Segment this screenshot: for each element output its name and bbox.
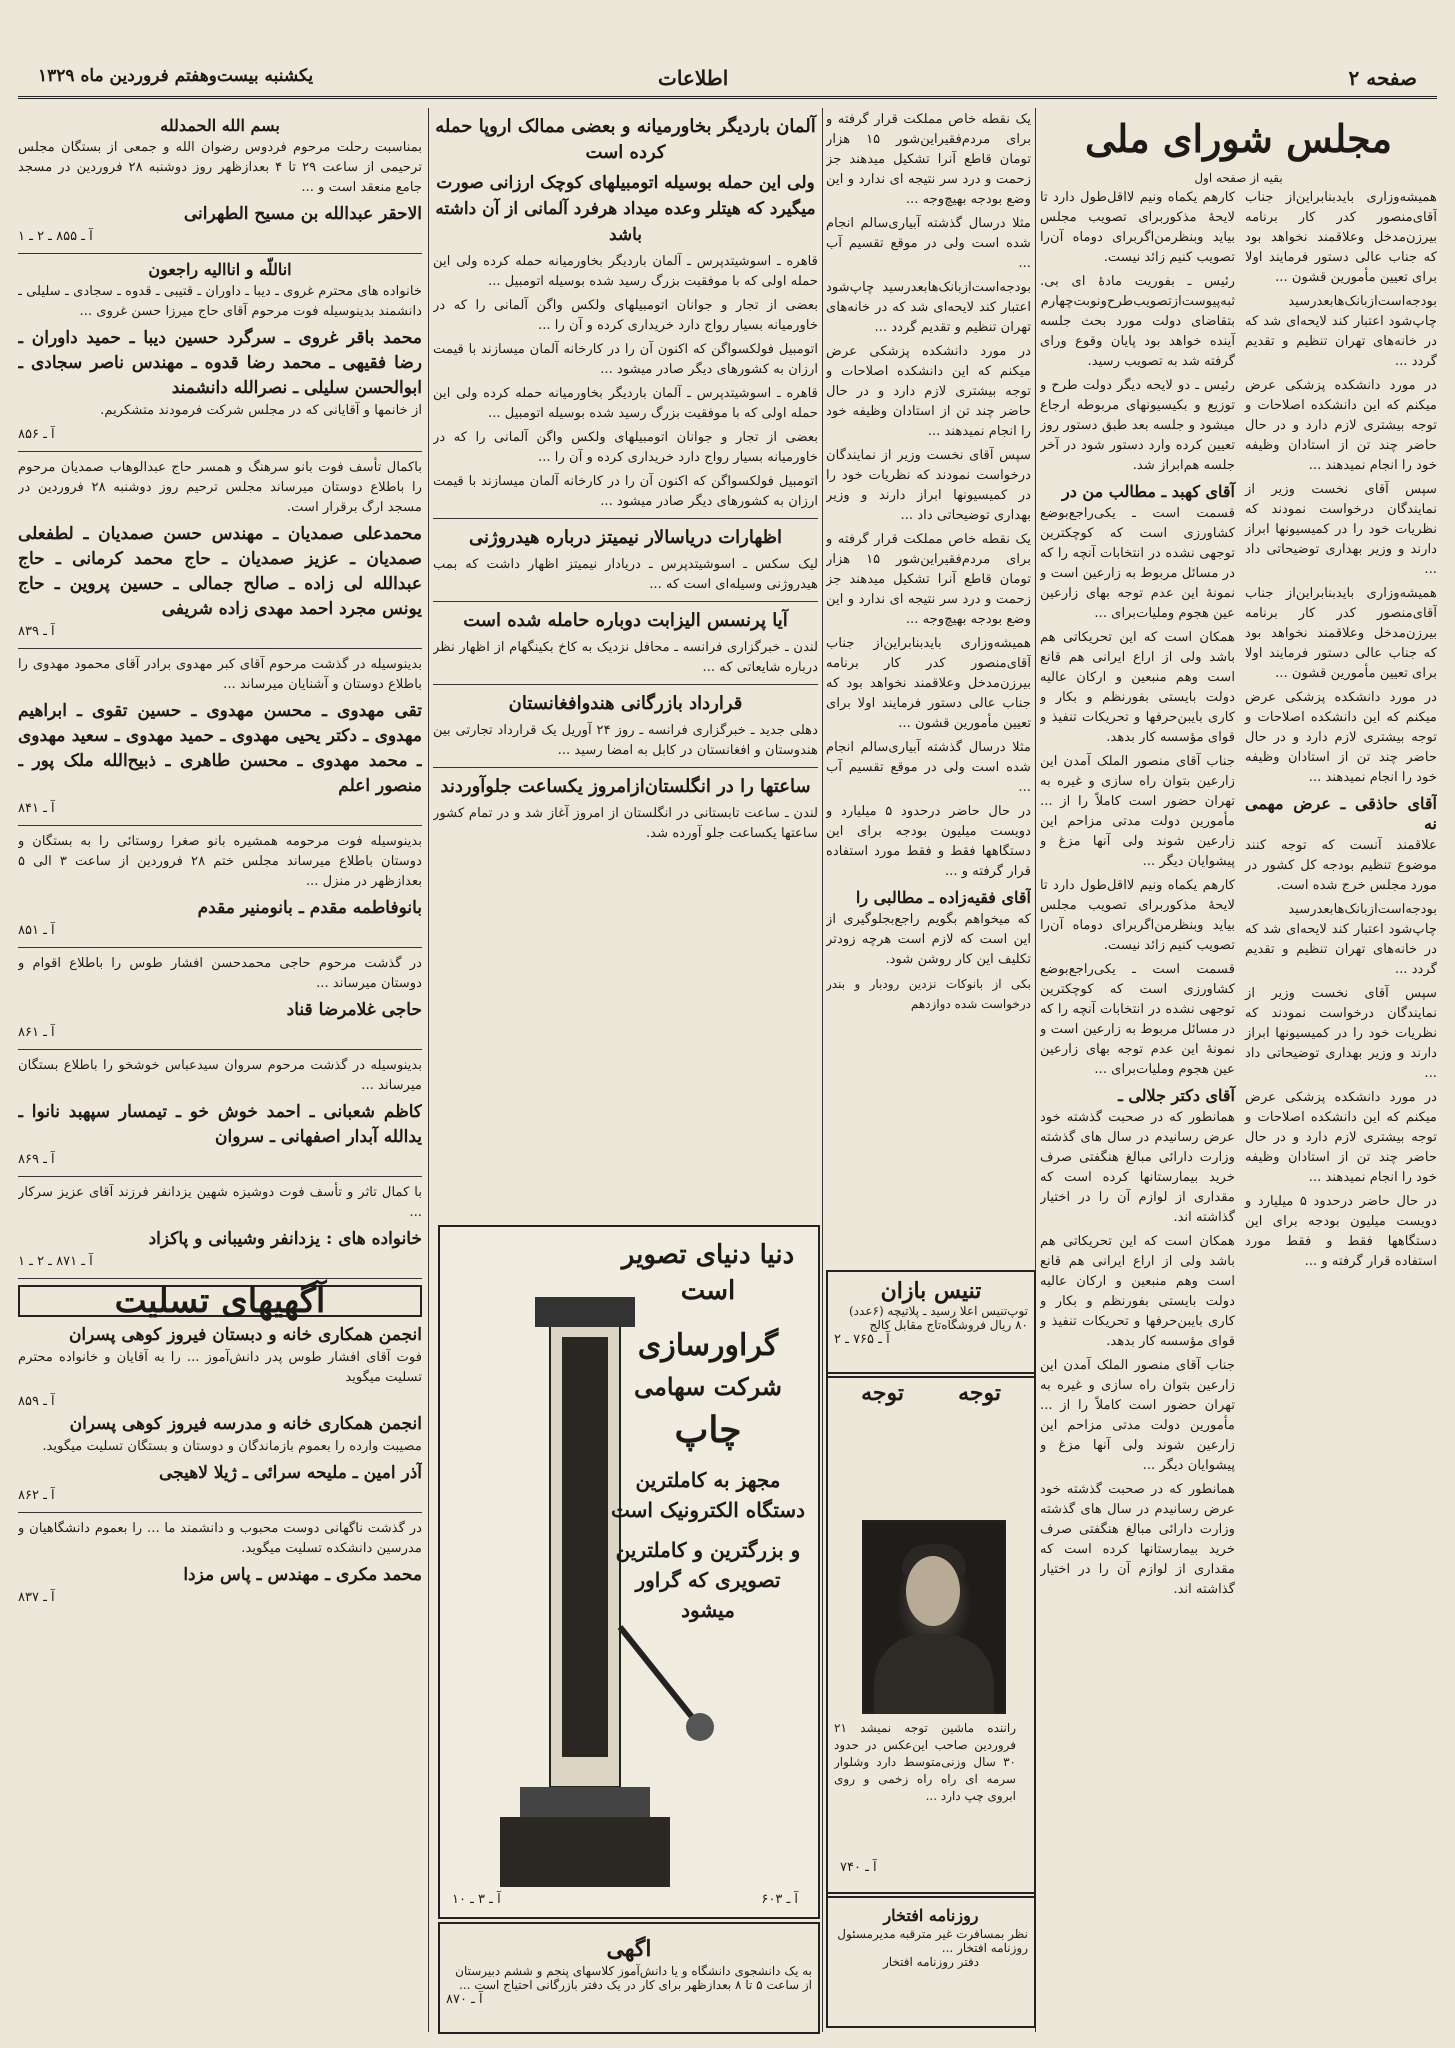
article-paragraph: لندن ـ خبرگزاری فرانسه ـ محافل نزدیک به کاخ بکینگهام از اظهار نظر درباره شایعاتی که ... (433, 640, 818, 675)
headline-clocks: ساعتها را در انگلستان‌از‌امروز یکساعت جلو‌آوردند (440, 776, 811, 797)
obituary-text: بمناسبت رحلت مرحوم فردوس رضوان الله و جمعی از بستگان مجلس ترحیمی از ساعت ۲۹ تا ۴ بعدازظهر روز دوشنبه ۲۸ فروردین در مسجد جامع منعقد است و ... (18, 140, 422, 195)
obituary-text: مصیبت وارده را بعموم بازماندگان و دوستان و بستگان تسلیت میگوید. (42, 1439, 422, 1454)
article-paragraph: لیک سکس ـ اسوشیتدپرس ـ دریادار نیمیتز اظهار داشت که بمب هیدروژنی وسیله‌ای است که ... (433, 557, 818, 592)
article-paragraph: در مورد دانشکده پزشکی عرض میکنم که این دانشکده اصلاحات و توجه بیشتری لازم دارد و در حال حاضر چند تن از استادان وظیفه خود را انجام نمیدهند ... (1245, 1090, 1437, 1185)
obituary-names: کاظم شعبانی ـ احمد خوش خو ـ تیمسار سپهبد نانوا ـ یدالله آبدار اصفهانی ـ سروان (18, 1102, 422, 1147)
ad-code: آ ـ ۸۵۵ ـ ۲ ـ ۱ (18, 229, 93, 244)
obituary-names: بانوفاطمه مقدم ـ بانومنیر مقدم (197, 898, 422, 918)
page-header (18, 60, 1437, 99)
ad-code: آ ـ ۸۳۹ (18, 624, 55, 639)
obituary-text: از خانمها و آقایانی که در مجلس شرکت فرمودند متشکریم. (100, 403, 422, 418)
ad-title: تنیس بازان (880, 1278, 982, 1304)
speaker-heading: آقای دکتر جلالی ـ (1118, 1086, 1235, 1105)
ad-line: مجهز به کاملترین دستگاه الکترونیک است (610, 1468, 806, 1522)
article-paragraph: بعضی از تجار و جوانان اتومبیلهای ولکس واگن آلمانی را که در خاورمیانه بسیار رواج دارد خریداری کرده و آن را ... (433, 298, 818, 333)
article-paragraph: بودجه‌است‌ازبانک‌ها‌بعدرسید چاپ‌شود اعتبار‌ کند لایحه‌ای‌ شد که در‌ خانه‌های‌ تهران‌ تنظیم‌ و ‌تقدیم‌ گردد ... (826, 280, 1031, 335)
issue-date: یکشنبه بیست‌وهفتم فروردین ماه ۱۳۲۹ (38, 66, 314, 86)
article-paragraph: در مورد دانشکده پزشکی عرض میکنم که این دانشکده اصلاحات و توجه بیشتری لازم دارد و در حال حاضر چند تن از استادان وظیفه خود را انجام نمیدهند ... (826, 344, 1031, 439)
ad-code: آ ـ ۸۳۷ (18, 1590, 55, 1605)
ad-code: آ ـ ۳ ـ ۱۰ (452, 1892, 501, 1907)
article-paragraph: مثلا درسال گذشته آبیاری‌سالم انجام شده است ولی در موقع تقسیم آب ... (826, 740, 1031, 795)
speaker-heading: آقای فقیه‌زاده ـ مطالبی را (855, 888, 1031, 907)
ad-signature: دفتر روزنامه افتخار (882, 1955, 980, 1969)
caption-text: راننده ماشین توجه نمیشد ۲۱ فروردین صاحب این‌عکس ‌در حدود ۳۰ سال وزنی‌متوسط دارد وشلوار سرمه ای راه راه زخمی و روی ابروی چپ دارد ... (834, 1721, 1016, 1803)
ad-code: آ ـ ۶۰۳ (761, 1892, 798, 1907)
obituary-text: بدینوسیله فوت مرحومه همشیره بانو صغرا روستائی را به بستگان و دوستان باطلاع میرساند مجلس ختم ۲۸ فروردین از ساعت ۳ الی ۵ بعدازظهر در منزل ... (18, 834, 422, 889)
article-paragraph: کارهم یکماه ونیم لااقل‌طول دارد تا لایحهٔ مذکوربرای تصویب مجلس بیاید وبنظرمن‌اگربرای دوماه آن‌را تصویب کنیم زائد نیست. (1040, 190, 1235, 265)
article-paragraph: که میخواهم بگویم راجع‌بجلوگیری از این است که لازم است هرچه زودتر تکلیف این کار روشن شود. (826, 912, 1031, 967)
ad-body: به یک دانشجوی دانشگاه و یا دانش‌آموز کلاسهای پنجم و ششم دبیرستان از ساعت ۵ تا ۸ بعدازظهر برای کار در یک دفتر بازرگانی احتیاج است ... (455, 1964, 812, 1992)
column-rule (822, 108, 823, 2032)
obituary-names: خانواده های : یزدانفر وشیبانی و پاکزاد (148, 1229, 422, 1249)
article-paragraph: در مورد دانشکده پزشکی عرض میکنم که این دانشکده اصلاحات و توجه بیشتری لازم دارد و در حال حاضر چند تن از استادان وظیفه خود را انجام نمیدهند ... (1245, 378, 1437, 473)
article-paragraph: قسمت است ـ یکی‌راجع‌بوضع کشاورزی است که کوچکترین توجهی نشده در انتخابات آنچه را که در مسائل مربوط به زارعین است و نمونهٔ این عدم توجه بهای زارعین عین هجوم وملیات‌برای ... (1040, 506, 1235, 621)
obituary-heading: اناللّه و انااليه راجعون (148, 260, 292, 279)
condolence-title: آگهیهای تسلیت (114, 1281, 326, 1321)
article-paragraph: مثلا درسال گذشته آبیاری‌سالم انجام شده است ولی در موقع تقسیم آب ... (826, 216, 1031, 271)
portrait-photo (862, 1520, 1006, 1714)
obituary-text: بدینوسیله در گذشت مرحوم آقای کبر مهدوی برادر آقای محمود مهدوی را باطلاع دوستان و آشنایان میرساند ... (18, 657, 422, 692)
column-rule (428, 108, 429, 2032)
ad-code: آ ـ ۸۵۱ (18, 923, 55, 938)
headline-parliament: مجلس شورای ملی (1084, 116, 1393, 161)
ad-line: دنیا دنیای تصویر است (621, 1240, 795, 1306)
article-paragraph: دهلی جدید ـ خبرگزاری فرانسه ـ روز ۲۴ آوریل یک قرارداد تجارتی بین هندوستان و افغانستان در کابل به امضا رسید ... (433, 723, 818, 758)
article-paragraph: جناب آقای منصور الملک آمدن این زارعین بتوان راه سازی و غیره به تهران حضور است کاملاً را از ... مأمورین دولت مدتی مزاحم این زارعین شوند ولی آنها مزغ و پیشوایان دیگر ... (1040, 754, 1235, 869)
article-paragraph: در حال حاضر درحدود ۵ میلیارد و دویست میلیون بودجه برای این دستگاهها فقط و فقط مورد استفاده قرار گرفته و ... (826, 804, 1031, 879)
ad-announcement (826, 1892, 1036, 2028)
article-paragraph: همکان است که این تحریکاتی هم باشد ولی از اراع ایرانی هم قانع است وهم منبعین و ارکان عالیه دولت بایستی بفور‌نظم و بکار و کاری بایبن‌حرفها و تحریکات تنفیذ و قوای مؤسسه کار بدهد. (1040, 1234, 1235, 1349)
article-paragraph: همانطور که در صحبت گذشته خود عرض رسانیدم در سال های گذشته وزارت دارائی مبالغ هنگفتی صرف خرید بیمارستانها کرده است که مقداری از لوازم آن را در اختیار گذاشته اند. (1040, 1110, 1235, 1225)
ad-line: شرکت سهامی (633, 1372, 783, 1401)
headline-nimitz: اظهارات دریاسالار نیمیتز درباره هیدروژنی (469, 527, 782, 548)
ad-code: آ ـ ۸۵۹ (18, 1394, 55, 1409)
obituary-text: فوت آقای افشار طوس پدر دانش‌آموز ... را به آقایان و خانواده محترم تسلیت میگوید (18, 1350, 422, 1385)
ad-body: نظر بمسافرت غیر مترقبه مدیرمسئول روزنامه افتخار ... (837, 1927, 1028, 1955)
obituary-names: حاجی غلامرضا قناد (286, 1000, 422, 1020)
article-paragraph: سپس آقای نخست وزیر از نمایندگان درخواست نمودند که نظریات خود را در کمیسیونها ابراز دارند و وزیر بهداری توضیحاتی داد ... (826, 448, 1031, 523)
ad-tennis (826, 1270, 1036, 1378)
ad-code: آ ـ ۸۷۱ ـ ۲ ـ ۱ (18, 1254, 93, 1269)
obituary-names: محمدعلی صمدیان ـ مهندس حسن صمدیان ـ لطفعلی صمدیان ـ عزیز صمدیان ـ حاج محمد کرمانی ـ حاج عبدالله لی زاده ـ صالح جمالی ـ حسین پروین ـ حاج یونس مجرد احمد مهدی زاده شریفی (18, 524, 422, 619)
article-paragraph: جناب آقای منصور الملک آمدن این زارعین بتوان راه سازی و غیره به تهران حضور است کاملاً را از ... مأمورین دولت مدتی مزاحم این زارعین شوند ولی آنها مزغ و پیشوایان دیگر ... (1040, 1358, 1235, 1473)
speaker-heading: آقای کهبد ـ مطالب من در (1061, 482, 1235, 501)
obituary-text: خانواده های محترم غروی ـ دیبا ـ داوران ـ قتیبی ـ قدوه ـ سجادی ـ سلیلی ـ دانشمند بدینوسیله فوت مرحوم آقای حاج میرزا حسن غروی ... (18, 284, 422, 319)
ad-code: آ ـ ۸۵۶ (18, 427, 55, 442)
ad-code: آ ـ ۸۷۰ (446, 1992, 483, 2007)
obituary-names: آذر امین ـ ملیحه سرائی ـ ژیلا لاهیجی (158, 1463, 422, 1483)
obituary-text: باکمال تأسف فوت بانو سرهنگ و همسر حاج عبدالوهاب صمدیان مرحوم را باطلاع دوستان میرساند مجلس ترحیم روز دوشنبه ۲۸ فروردین در مسجد ارگ برقرار است. (18, 460, 422, 515)
ad-title: اگهی (606, 1936, 652, 1962)
ad-line: چاپ (674, 1409, 742, 1451)
article-footer: بکی از بانوکات نزدین رودبار و بندر درخواست شده دوازدهم (826, 977, 1031, 1011)
article-paragraph: قاهره ـ اسوشیتدپرس ـ آلمان باردیگر بخاورمیانه حمله کرده ولی این حمله اولی که با موفقیت بزرگ رسید شده بوسیله اتومبیل ... (433, 386, 818, 421)
obituary-names: انجمن همکاری خانه و مدرسه فیروز کوهی پسران (69, 1414, 422, 1434)
column-foreign-news (433, 110, 818, 1210)
ad-code: آ ـ ۸۶۲ (18, 1488, 55, 1503)
ad-code: آ ـ ۸۶۹ (18, 1152, 55, 1167)
obituary-names: انجمن همکاری خانه و دبستان فیروز کوهی پسران (68, 1325, 422, 1345)
photo-caption (834, 1720, 1016, 1850)
article-paragraph: بعضی از تجار و جوانان اتومبیلهای ولکس واگن آلمانی را که در خاورمیانه بسیار رواج دارد خریداری کرده و آن را ... (433, 430, 818, 465)
obituary-names: محمد باقر غروی ـ سرگرد حسین دیبا ـ حمید داوران ـ رضا فقیهی ـ محمد رضا قدوه ـ مهندس ناصر سجادی ـ ابوالحسن سلیلی ـ نصرالله دانشمند (18, 328, 422, 398)
article-paragraph: کارهم یکماه ونیم لااقل‌طول دارد تا لایحهٔ مذکوربرای تصویب مجلس بیاید وبنظرمن‌اگربرای دوماه آن‌را تصویب کنیم زائد نیست. (1040, 878, 1235, 953)
ad-code: آ ـ ۸۶۱ (18, 1025, 55, 1040)
article-paragraph: همیشه‌وزاری بایدبنابراین‌از جناب آقای‌منصور کدر کار برنامه بیرزن‌مدخل وعلاقمند نخواهد بود که جناب عالی دستور فرمایند اولا برای تعیین مأمورین قشون ... (826, 636, 1031, 731)
headline-germany: آلمان باردیگر بخاورمیانه و بعضی ممالک اروپا حمله کرده است (435, 116, 816, 163)
ad-title: روزنامه افتخار (883, 1906, 979, 1925)
obituary-text: با کمال تاثر و تأسف فوت دوشیزه شهین یزدانفر فرزند آقای عزیز سرکار ... (18, 1185, 422, 1220)
ad-job (438, 1922, 820, 2034)
headline-india-afghanistan: قرارداد بازرگانی هندوافغانستان (508, 693, 743, 714)
article-paragraph: لندن ـ ساعت تابستانی در انگلستان از امروز آغاز شد و در تمام کشور ساعتها یکساعت جلو آورده شد. (433, 806, 818, 841)
headline-elizabeth: آیا پرنسس الیزابت دوباره حامله شده است (463, 610, 788, 631)
article-paragraph: سپس آقای نخست وزیر از نمایندگان درخواست نمودند که نظریات خود را در کمیسیونها ابراز دارند و وزیر بهداری توضیحاتی داد ... (1245, 482, 1437, 577)
article-paragraph: یک نقطه خاص مملکت قرار گرفته و برای مردم‌فقیراین‌شور ۱۵ هزار تومان قاطع آنرا تشکیل میدهند جز زحمت و درد سر نتیجه ای ندارد و این وضع بودجه بهیچ‌وجه ... (826, 112, 1031, 207)
column-obituaries (18, 110, 422, 2020)
obituary-text: در گذشت مرحوم حاجی محمدحسن افشار طوس را باطلاع اقوام و دوستان میرساند ... (18, 956, 422, 991)
continued-label: بقیه از صفحه اول (1194, 171, 1283, 185)
article-paragraph: بودجه‌است‌ازبانک‌ها‌بعدرسید چاپ‌شود اعتبار‌ کند لایحه‌ای‌ شد که در‌ خانه‌های‌ تهران‌ تنظیم‌ و ‌تقدیم‌ گردد ... (1245, 902, 1437, 977)
article-paragraph: در مورد دانشکده پزشکی عرض میکنم که این دانشکده اصلاحات و توجه بیشتری لازم دارد و در حال حاضر چند تن از استادان وظیفه خود را انجام نمیدهند ... (1245, 690, 1437, 785)
article-paragraph: همیشه‌وزاری بایدبنابراین‌از جناب آقای‌منصور کدر کار برنامه بیرزن‌مدخل وعلاقمند نخواهد بود که جناب عالی دستور فرمایند اولا برای تعیین مأمورین قشون ... (1245, 586, 1437, 681)
article-paragraph: بودجه‌است‌ازبانک‌ها‌بعدرسید چاپ‌شود اعتبار‌ کند لایحه‌ای‌ شد که در‌ خانه‌های‌ تهران‌ تنظیم‌ و ‌تقدیم‌ گردد ... (1245, 294, 1437, 369)
ad-code: آ ـ ۸۴۱ (18, 801, 55, 816)
article-paragraph: رئیس ـ بفوریت مادهٔ ای بی. ثبه‌پیوست‌ازتصویب‌طرح‌ونوبت‌چهارم بتقاضای دولت مورد بحث جلسه آینده خواهد بود پایان وقوع و‌رای گرفته شد به تصویب رسید. (1040, 274, 1235, 369)
notice-heading: توجه (861, 1380, 904, 1406)
article-paragraph: اتومبیل فولکسواگن که اکنون آن را در کارخانه آلمان میسازند با قیمت ارزان به کشورهای دیگر صادر میشود ... (433, 474, 818, 509)
article-paragraph: قسمت است ـ یکی‌راجع‌بوضع کشاورزی است که کوچکترین توجهی نشده در انتخابات آنچه را که در مسائل مربوط به زارعین است و نمونهٔ این عدم توجه بهای زارعین عین هجوم وملیات‌برای ... (1040, 962, 1235, 1077)
ad-code: آ ـ ۷۴۰ (840, 1860, 877, 1875)
ad-body: توپ‌تنیس اعلا رسید ـ پلاتیچه (۶عدد) ۸۰ ریال فروشگاه‌تاج مقابل کالج (849, 1304, 1028, 1332)
article-paragraph: اتومبیل فولکسواگن که اکنون آن را در کارخانه آلمان میسازند با قیمت ارزان به کشورهای دیگر صادر میشود ... (433, 342, 818, 377)
article-paragraph: یک نقطه خاص مملکت قرار گرفته و برای مردم‌فقیراین‌شور ۱۵ هزار تومان قاطع آنرا تشکیل میدهند جز زحمت و درد سر نتیجه ای ندارد و این وضع بودجه بهیچ‌وجه ... (826, 532, 1031, 627)
condolence-box (18, 1281, 422, 1321)
notice-heading: توجه (958, 1380, 1001, 1406)
column-parliament (1040, 110, 1437, 2030)
obituary-heading: بسم الله الحمدلله (160, 116, 280, 135)
article-paragraph: قاهره ـ اسوشیتدپرس ـ آلمان باردیگر بخاورمیانه حمله کرده ولی این حمله اولی که با موفقیت بزرگ رسید شده بوسیله اتومبیل ... (433, 254, 818, 289)
obituary-text: بدینوسیله در گذشت مرحوم سروان سیدعباس خوشخو را باطلاع بستگان میرساند ... (18, 1058, 422, 1093)
obituary-names: الاحقر عبدالله بن مسیح الطهرانی (183, 204, 422, 224)
article-paragraph: سپس آقای نخست وزیر از نمایندگان درخواست نمودند که نظریات خود را در کمیسیونها ابراز دارند و وزیر بهداری توضیحاتی داد ... (1245, 986, 1437, 1081)
article-paragraph: همکان است که این تحریکاتی هم باشد ولی از اراع ایرانی هم قانع است وهم منبعین و ارکان عالیه دولت بایستی بفور‌نظم و بکار و کاری بایبن‌حرفها و تحریکات تنفیذ و قوای مؤسسه کار بدهد. (1040, 630, 1235, 745)
article-paragraph: در حال حاضر درحدود ۵ میلیارد و دویست میلیون بودجه برای این دستگاهها فقط و فقط مورد استفاده قرار گرفته و ... (1245, 1194, 1437, 1269)
subheadline-germany: ولی این حمله بوسیله اتومبیلهای کوچک ارزانی صورت میگیرد که هیتلر وعده میداد هرفرد آلمانی از آن داشته باشد (435, 173, 816, 245)
ad-line: و بزرگترین و کاملترین تصویری که گراور میشود (615, 1538, 801, 1622)
obituary-names: محمد مکری ـ مهندس ـ پاس مزدا (183, 1565, 422, 1585)
speaker-heading: آقای حاذقی ـ عرض مهمی نه (1245, 794, 1437, 833)
page-number: صفحه ۲ (1348, 66, 1417, 90)
paper-name: اطلاعات (658, 66, 729, 90)
obituary-names: تقی مهدوی ـ محسن مهدوی ـ حسین تقوی ـ ابراهیم مهدوی ـ دکتر یحیی مهدوی ـ حمید مهدوی ـ سعید مهدوی ـ محمد مهدوی ـ محسن طاهری ـ ذبیح‌الله ملک پور ـ منصور اعلم (18, 701, 422, 796)
column-budget (826, 110, 1031, 1260)
article-paragraph: همیشه‌وزاری بایدبنابراین‌از جناب آقای‌منصور کدر کار برنامه بیرزن‌مدخل وعلاقمند نخواهد بود که جناب عالی دستور فرمایند اولا برای تعیین مأمورین قشون ... (1245, 190, 1437, 285)
article-paragraph: همانطور که در صحبت گذشته خود عرض رسانیدم در سال های گذشته وزارت دارائی مبالغ هنگفتی صرف خرید بیمارستانها کرده است که مقداری از لوازم آن را در اختیار گذاشته اند. (1040, 1482, 1235, 1597)
article-paragraph: رئیس ـ دو لایحه دیگر دولت طرح و توزیع و بکیسیونهای مربوطه ارجاع میشود و جلسه بعد طبق دستور روز تعیین کرده وارد دستور شود در آخر جلسه هم‌ابراز شد. (1040, 378, 1235, 473)
obituary-text: در گذشت ناگهانی دوست محبوب و دانشمند ما ... را بعموم دانشگاهیان و مدرسین دانشکده تسلیت میگوید. (18, 1521, 422, 1556)
article-paragraph: علاقمند آنست که توجه کنند موضوع تنظیم بودجه کل کشور در مورد مجلس خرج شده است. (1245, 838, 1437, 893)
ad-engraving (438, 1225, 820, 1919)
ad-line: گراورسازی (637, 1328, 779, 1363)
ad-code: آ ـ ۷۶۵ ـ ۲ (834, 1332, 890, 1347)
